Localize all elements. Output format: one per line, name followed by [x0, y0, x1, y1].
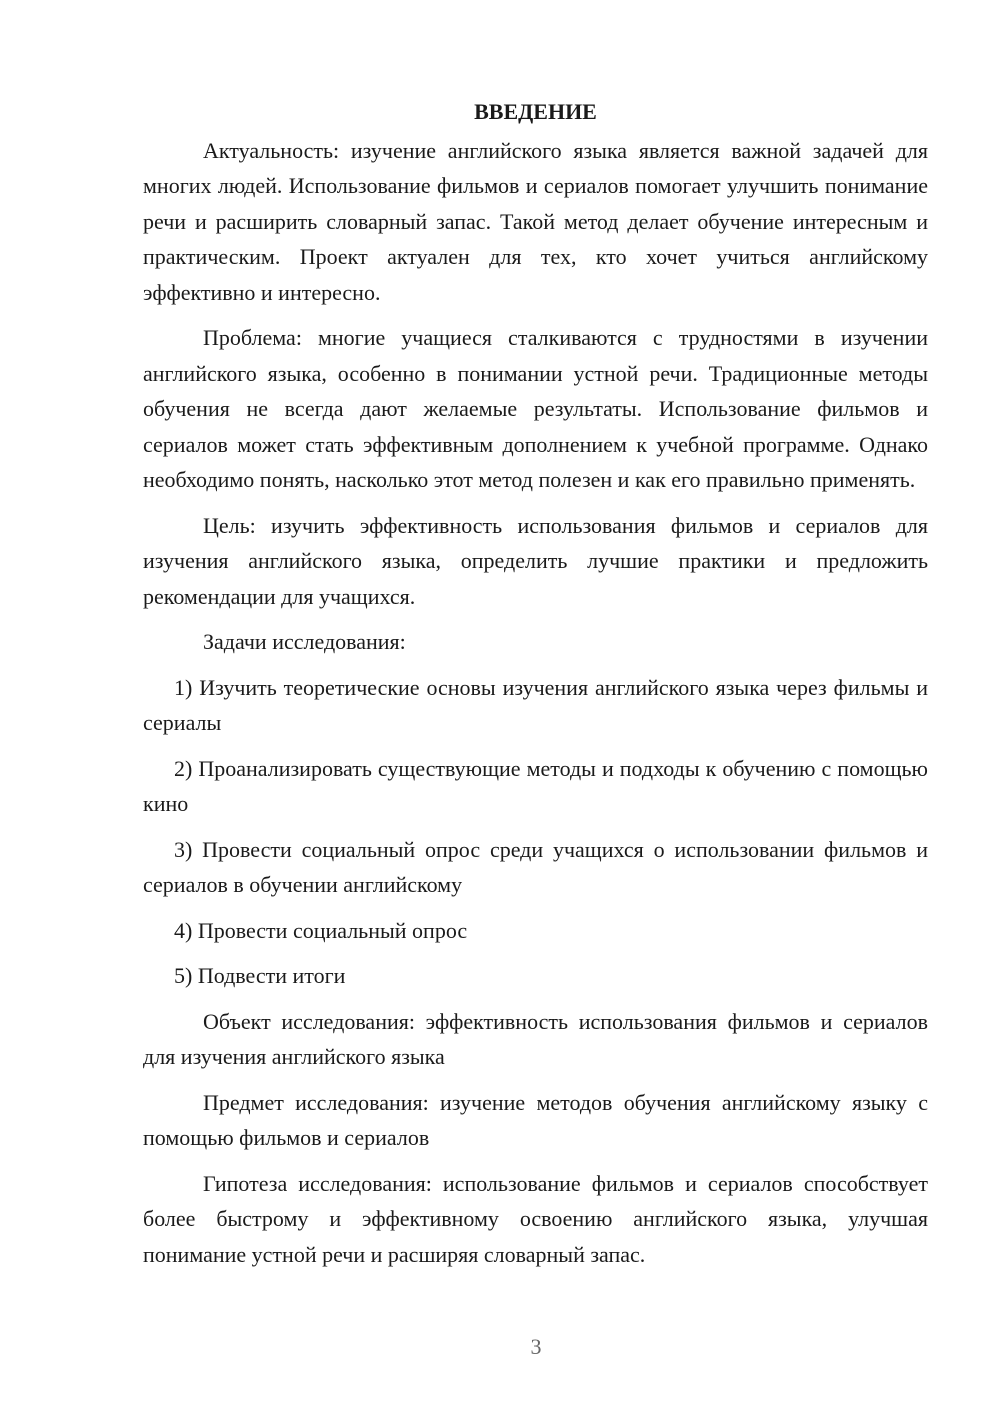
paragraph-object: Объект исследования: эффективность использования фильмов и сериалов для изучения английского языка: [143, 1008, 928, 1069]
paragraph-tasks-title: Задачи исследования:: [203, 629, 406, 654]
paragraph-hypothesis: Гипотеза исследования: использование фильмов и сериалов способствует более быстрому и эффективному освоению английского языка, улучшая понимание устной речи и расширяя словарный запас.: [143, 1170, 928, 1267]
paragraph-relevance: Актуальность: изучение английского языка является важной задачей для многих людей. Использование фильмов и сериалов помогает улучшить понимание речи и расширить словарный запас. Такой метод делает обучение интересным и практическим. Проект актуален для тех, кто хочет учиться английскому эффективно и интересно.: [143, 137, 928, 305]
page-number: 3: [530, 1334, 542, 1359]
task-item-1: 1) Изучить теоретические основы изучения английского языка через фильмы и сериалы: [143, 674, 928, 735]
paragraph-subject: Предмет исследования: изучение методов обучения английскому языку с помощью фильмов и сериалов: [143, 1089, 928, 1150]
paragraph-problem: Проблема: многие учащиеся сталкиваются с трудностями в изучении английского языка, особенно в понимании устной речи. Традиционные методы обучения не всегда дают желаемые результаты. Использование фильмов и сериалов может стать эффективным дополнением к учебной программе. Однако необходимо понять, насколько этот метод полезен и как его правильно применять.: [143, 325, 928, 492]
task-item-4: 4) Провести социальный опрос: [174, 917, 468, 943]
task-item-5: 5) Подвести итоги: [174, 963, 346, 988]
task-item-3: 3) Провести социальный опрос среди учащихся о использовании фильмов и сериалов в обучении английскому: [143, 836, 928, 897]
page-content: [143, 94, 928, 1282]
paragraph-goal: Цель: изучить эффективность использования фильмов и сериалов для изучения английского языка, определить лучшие практики и предложить рекомендации для учащихся.: [143, 512, 928, 609]
task-item-2: 2) Проанализировать существующие методы и подходы к обучению с помощью кино: [143, 755, 928, 816]
section-heading: ВВЕДЕНИЕ: [474, 99, 597, 124]
